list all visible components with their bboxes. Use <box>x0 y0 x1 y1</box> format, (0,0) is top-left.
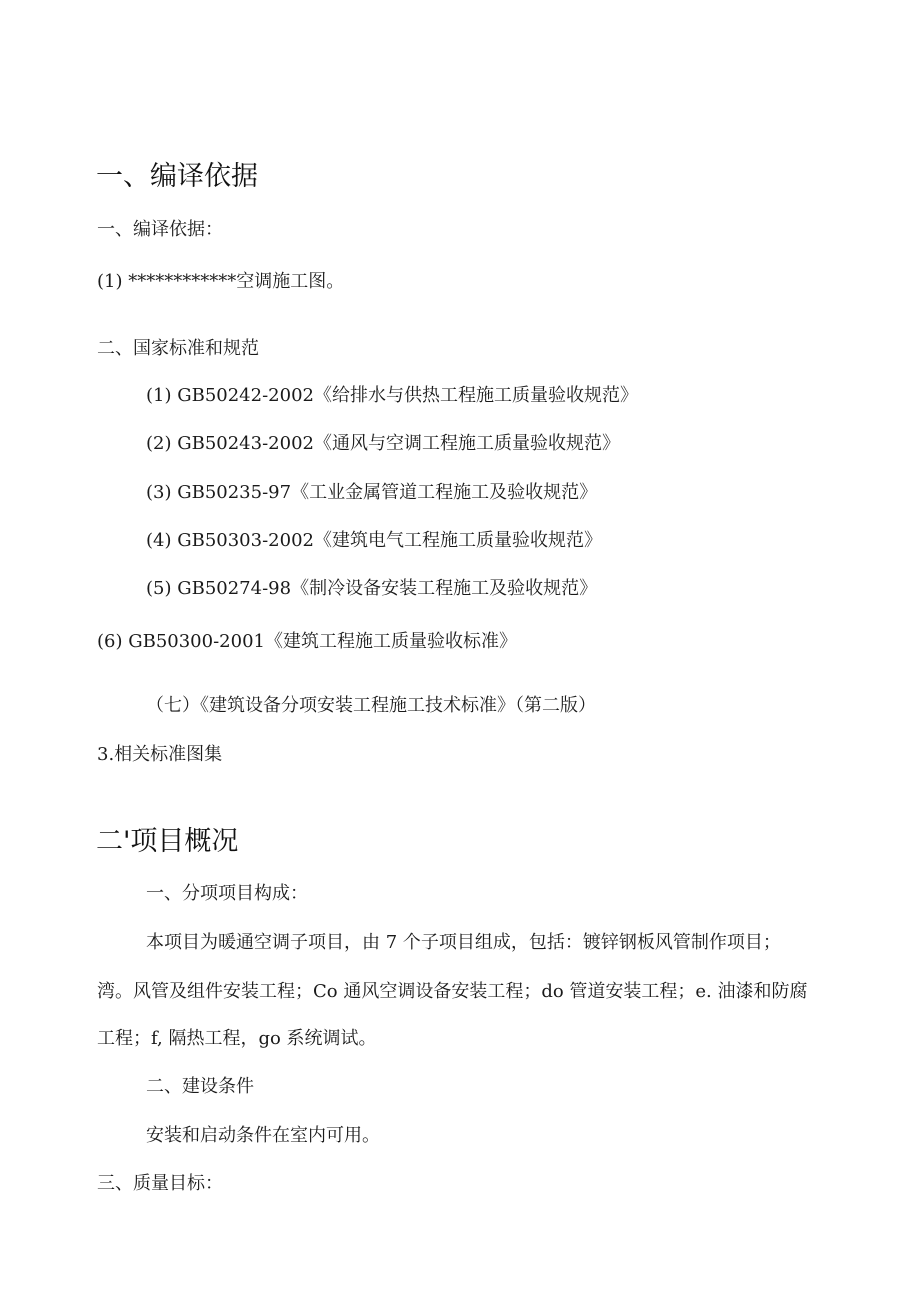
paragraph-composition-line-2: 湾。风管及组件安装工程；Co 通风空调设备安装工程；do 管道安装工程；e. 油漆和防腐 <box>97 981 808 1002</box>
standard-item-6: (6) GB50300-2001《建筑工程施工质量验收标准》 <box>97 631 517 652</box>
paragraph-composition-line-3: 工程；f, 隔热工程，go 系统调试。 <box>97 1028 377 1049</box>
paragraph-composition-line-1: 本项目为暖通空调子项目，由 7 个子项目组成，包括：镀锌钢板风管制作项目； <box>146 932 781 953</box>
subheading-quality-target: 三、质量目标： <box>97 1173 223 1194</box>
subheading-basis: 一、编译依据： <box>97 219 223 240</box>
section-2-heading: 二'项目概况 <box>96 826 239 857</box>
standard-item-3: (3) GB50235-97《工业金属管道工程施工及验收规范》 <box>146 482 598 503</box>
standard-item-2: (2) GB50243-2002《通风与空调工程施工质量验收规范》 <box>146 433 620 454</box>
standard-item-1: (1) GB50242-2002《给排水与供热工程施工质量验收规范》 <box>146 385 638 406</box>
standard-item-4: (4) GB50303-2002《建筑电气工程施工质量验收规范》 <box>146 530 602 551</box>
subheading-national-standards: 二、国家标准和规范 <box>97 338 259 359</box>
paragraph-construction-conditions: 安装和启动条件在室内可用。 <box>146 1125 380 1146</box>
basis-item-1: (1) ************空调施工图。 <box>97 271 345 292</box>
subheading-construction-conditions: 二、建设条件 <box>146 1076 254 1097</box>
section-1-heading: 一、编译依据 <box>96 161 258 192</box>
subheading-related-atlases: 3.相关标准图集 <box>97 744 223 765</box>
standard-item-5: (5) GB50274-98《制冷设备安装工程施工及验收规范》 <box>146 578 598 599</box>
standard-item-7: （七）《建筑设备分项安装工程施工技术标准》（第二版） <box>146 695 596 716</box>
subheading-composition: 一、分项项目构成： <box>146 883 308 904</box>
